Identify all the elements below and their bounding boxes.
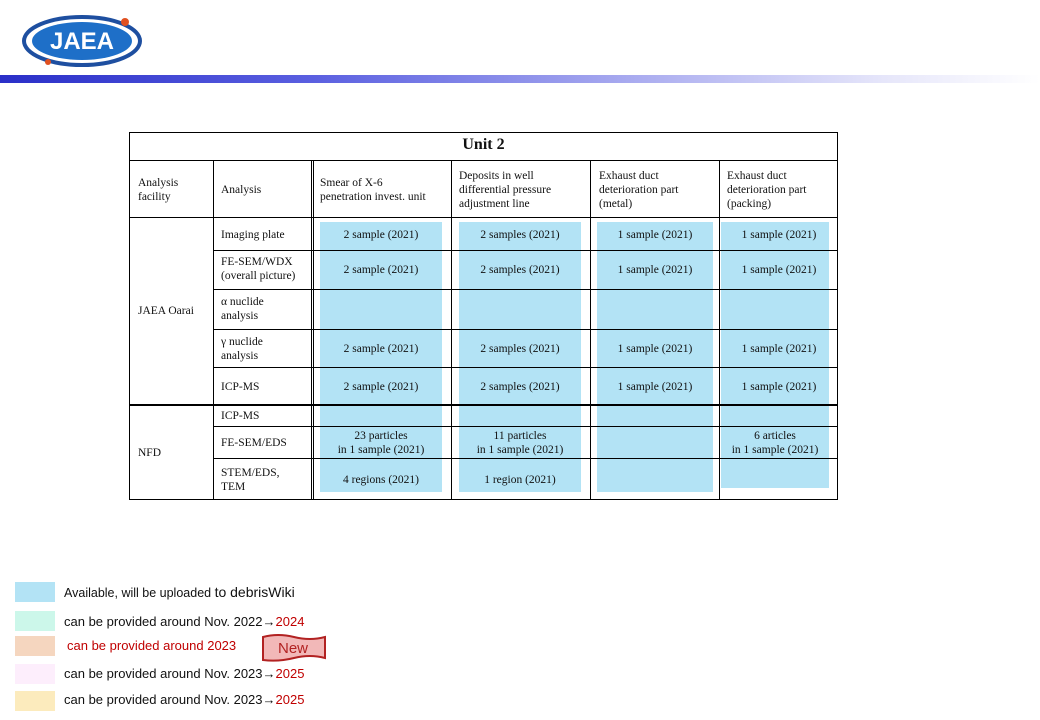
legend-text-2023: can be provided around 2023	[67, 638, 237, 653]
cell: 11 particles in 1 sample (2021)	[476, 430, 564, 456]
table-title: Unit 2	[462, 136, 505, 153]
cell: 6 articles in 1 sample (2021)	[731, 430, 819, 456]
header-facility: Analysis facility	[138, 177, 179, 203]
header-col2: Deposits in well differential pressure adjustment line	[459, 170, 552, 210]
cell: 1 sample (2021)	[741, 381, 817, 393]
header-col1: Smear of X-6 penetration invest. unit	[320, 177, 426, 203]
analysis-icpms-oarai: ICP-MS	[221, 381, 260, 393]
analysis-imaging-plate: Imaging plate	[221, 229, 285, 241]
analysis-alpha: α nuclide analysis	[221, 296, 264, 322]
new-badge-text: New	[277, 640, 309, 657]
cell: 1 sample (2021)	[617, 343, 693, 355]
legend-swatch-nov2023-b	[15, 691, 55, 711]
cell: 2 sample (2021)	[343, 264, 419, 276]
cell: 2 samples (2021)	[480, 229, 560, 241]
legend-text-nov2023-a: can be provided around Nov. 2023→2025	[64, 666, 305, 681]
cell: 1 sample (2021)	[741, 229, 817, 241]
analysis-gamma: γ nuclide analysis	[221, 336, 263, 362]
analysis-icpms-nfd: ICP-MS	[221, 410, 260, 422]
legend-swatch-2022	[15, 611, 55, 631]
cell: 2 sample (2021)	[343, 381, 419, 393]
header-col4: Exhaust duct deterioration part (packing)	[727, 170, 807, 210]
analysis-table	[129, 132, 838, 500]
header-analysis: Analysis	[221, 184, 262, 196]
facility-nfd: NFD	[138, 447, 162, 459]
analysis-fesem-wdx: FE-SEM/WDX (overall picture)	[221, 256, 296, 282]
legend-swatch-nov2023-a	[15, 664, 55, 684]
header-gradient-bar	[0, 75, 1040, 83]
facility-jaea-oarai: JAEA Oarai	[138, 305, 194, 317]
analysis-fesem-eds: FE-SEM/EDS	[221, 437, 287, 449]
logo-text: JAEA	[49, 28, 115, 55]
cell: 1 sample (2021)	[741, 343, 817, 355]
legend-text-nov2023-b: can be provided around Nov. 2023→2025	[64, 692, 305, 707]
jaea-logo	[20, 12, 145, 70]
legend-text-2022: can be provided around Nov. 2022→2024	[64, 614, 305, 629]
new-badge	[261, 634, 327, 664]
cell: 1 sample (2021)	[617, 264, 693, 276]
cell: 2 sample (2021)	[343, 229, 419, 241]
legend-swatch-2023	[15, 636, 55, 656]
legend-swatch-available	[15, 582, 55, 602]
cell: 2 samples (2021)	[480, 381, 560, 393]
cell: 2 samples (2021)	[480, 343, 560, 355]
cell: 2 samples (2021)	[480, 264, 560, 276]
cell: 23 particles in 1 sample (2021)	[337, 430, 425, 456]
legend-text-available: Available, will be uploaded to debrisWiki	[64, 584, 295, 600]
analysis-stem: STEM/EDS, TEM	[221, 467, 280, 493]
cell: 1 sample (2021)	[617, 381, 693, 393]
header-col3: Exhaust duct deterioration part (metal)	[599, 170, 679, 210]
cell: 1 sample (2021)	[741, 264, 817, 276]
cell: 1 region (2021)	[484, 474, 556, 486]
cell: 4 regions (2021)	[342, 474, 419, 486]
cell: 2 sample (2021)	[343, 343, 419, 355]
cell: 1 sample (2021)	[617, 229, 693, 241]
